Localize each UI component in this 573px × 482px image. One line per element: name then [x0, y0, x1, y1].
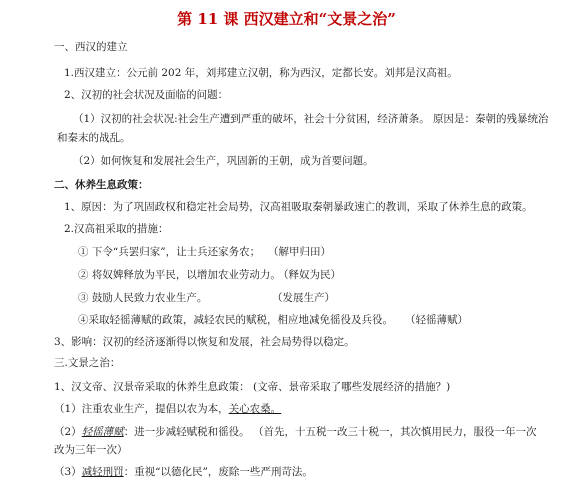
lesson-title: 第 11 课 西汉建立和“文景之治” — [177, 10, 396, 28]
s1-line-4: 和秦末的战乱。 — [57, 132, 131, 144]
measure-2 — [78, 268, 341, 282]
measure-1-tag: （解甲归田） — [268, 246, 331, 258]
measure-2-text: ② 将奴婢释放为平民，以增加农业劳动力。 — [78, 269, 281, 281]
s3-line-5-prefix: （3） — [54, 466, 82, 478]
s2-line-1: 1、原因：为了巩固政权和稳定社会局势，汉高祖吸取秦朝暴政速亡的教训，采取了休养生息的政策。 — [64, 201, 533, 213]
s3-line-2-underlined: 关心农桑。 — [228, 403, 282, 415]
s3-line-3-prefix: （2） — [54, 426, 82, 438]
s1-line-2: 2、汉初的社会状况及面临的问题： — [64, 89, 229, 101]
s2-line-3: 3、影响：汉初的经济逐渐得以恢复和发展，社会局势得以稳定。 — [54, 336, 355, 348]
s3-line-5-term: 减轻刑罚 — [81, 466, 124, 478]
s3-line-4: 改为三年一次） — [54, 444, 128, 456]
s3-line-3-text: ：进一步减轻赋税和徭役。 （首先，十五税一改三十税一，其次慎用民力，服役一年一次 — [123, 426, 537, 438]
s3-line-5 — [54, 465, 313, 479]
s3-line-3-term: 轻徭薄赋 — [81, 426, 124, 438]
measure-1 — [78, 245, 331, 259]
measure-4 — [78, 313, 468, 327]
measure-3 — [78, 291, 335, 305]
section-1-heading: 一、西汉的建立 — [54, 41, 128, 53]
measure-3-text: ③ 鼓励人民致力农业生产。 — [78, 292, 208, 304]
s1-line-5: （2）如何恢复和发展社会生产，巩固新的王朝，成为首要问题。 — [73, 155, 374, 167]
section-3-heading: 三.文景之治： — [54, 357, 121, 369]
measure-3-tag: （发展生产） — [272, 292, 335, 304]
s1-line-3: （1）汉初的社会状况:社会生产遭到严重的破坏，社会十分贫困，经济萧条。 原因是：秦朝的残暴统治 — [73, 113, 549, 125]
s3-line-5-text: ：重视“以德化民”，废除一些严刑苛法。 — [123, 466, 313, 478]
measure-4-tag: （轻徭薄赋） — [405, 314, 468, 326]
s3-line-1: 1、汉文帝、汉景帝采取的休养生息政策： (文帝、景帝采取了哪些发展经济的措施？) — [54, 381, 451, 393]
measure-4-text: ④采取轻徭薄赋的政策，减轻农民的赋税，相应地减免徭役及兵役。 — [78, 314, 393, 326]
section-2-heading: 二、休养生息政策： — [54, 179, 149, 191]
measure-2-tag: （释奴为民） — [278, 269, 341, 281]
s2-line-2: 2.汉高祖采取的措施： — [64, 223, 169, 235]
s3-line-2-text: （1）注重农业生产，提倡以农为本， — [54, 403, 229, 415]
s3-line-2 — [54, 402, 281, 416]
s1-line-1: 1.西汉建立：公元前 202 年，刘邦建立汉朝，称为西汉，定都长安。刘邦是汉高祖。 — [64, 67, 458, 79]
s3-line-3 — [54, 425, 537, 439]
measure-1-text: ① 下令“兵罢归家”，让士兵还家务农； — [78, 246, 261, 258]
